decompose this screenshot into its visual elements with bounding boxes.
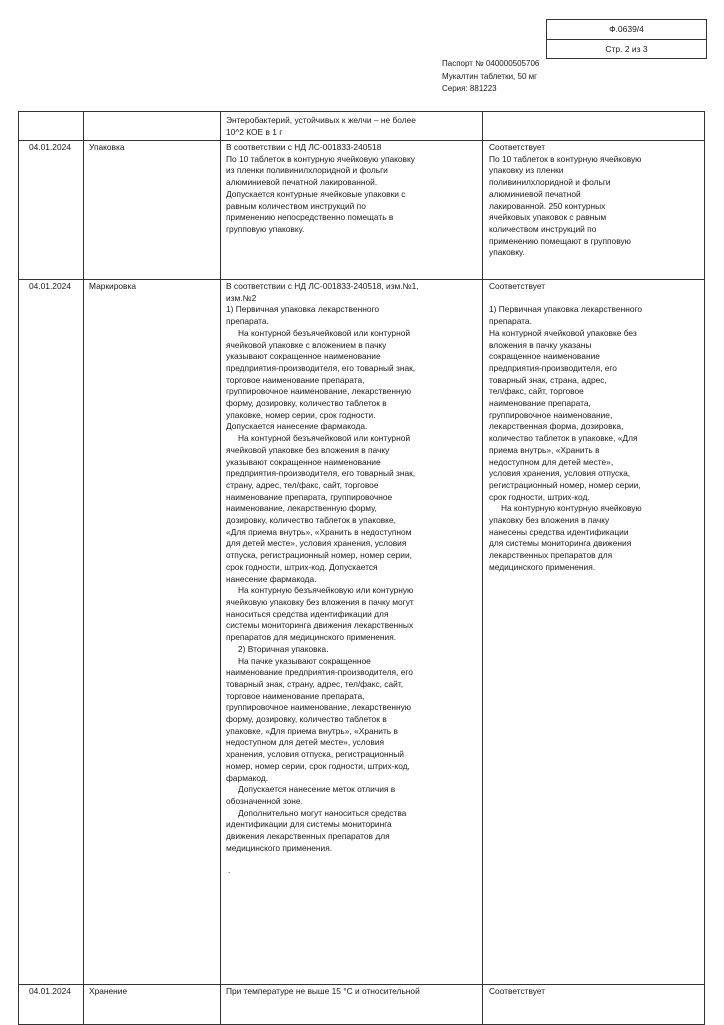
requirement-line: «Для приема внутрь», «Хранить в недоступном: [226, 526, 412, 537]
result-line: вложения в пачку указаны: [489, 339, 592, 350]
requirement-line: В соответствии с НД ЛС-001833-240518, изм.№1,: [226, 281, 419, 291]
result-line: наименование препарата,: [489, 398, 591, 409]
requirement-line: групповую упаковку.: [226, 223, 305, 234]
result-cell: [483, 112, 705, 141]
requirement-line: На контурной безъячейковой или контурной: [238, 433, 411, 444]
product-name: Мукалтин таблетки, 50 мг: [442, 71, 538, 81]
requirement-line: препарата.: [226, 316, 269, 327]
result-line: количество таблеток в упаковке, «Для: [489, 433, 638, 444]
form-code-box: [546, 19, 707, 59]
requirement-line: ячейковую упаковку без вложения в пачку могут: [226, 596, 414, 607]
passport-header: [442, 58, 539, 96]
result-line: тел/факс, сайт, торговое: [489, 386, 584, 397]
requirement-line: срок годности, штрих-код. Допускается: [226, 561, 378, 572]
table-row: [19, 985, 705, 1025]
requirement-line: группировочное наименование, лекарственную: [226, 702, 412, 713]
requirement-line: ячейковой упаковке с вложением в пачку: [226, 339, 387, 350]
result-line: лекарственных препаратов для: [489, 550, 613, 561]
result-line: ячейковых упаковок с равным: [489, 212, 607, 223]
result-line: На контурной ячейковой упаковке без: [489, 327, 637, 338]
result-cell: [483, 141, 705, 280]
result-line: приема внутрь», «Хранить в: [489, 444, 600, 455]
result-line: препарата.: [489, 316, 532, 327]
requirement-line: торговое наименование препарата,: [226, 690, 365, 701]
requirement-line: указывают сокращенное наименование: [226, 456, 381, 467]
requirement-line: При температуре не выше 15 °С и относительной: [226, 986, 420, 996]
requirement-line: номер, номер серии, срок годности, штрих-код,: [226, 760, 410, 771]
result-line: группировочное наименование,: [489, 409, 613, 420]
requirement-line: хранения, условия отпуска, регистрационный: [226, 749, 404, 760]
requirement-line: Допускается нанесение фармакода.: [226, 421, 368, 432]
requirement-line: для детей месте», условия хранения, условия: [226, 538, 407, 549]
result-line: количеством инструкций по: [489, 223, 597, 234]
parameter-cell: Хранение: [84, 985, 221, 1025]
table-row: [19, 280, 705, 985]
form-code: Ф.0639/4: [609, 24, 644, 34]
requirement-line: 10^2 КОЕ в 1 г: [226, 126, 283, 137]
requirement-line: упаковке, «Для приема внутрь», «Хранить в: [226, 725, 398, 736]
requirement-line: дозировку, количество таблеток в упаковке,: [226, 515, 396, 526]
requirement-line: нанесение фармакода.: [226, 573, 317, 584]
result-line: Соответствует: [489, 986, 546, 996]
requirement-line: страну, адрес, тел/факс, сайт, торговое: [226, 479, 379, 490]
requirement-line: предприятия-производителя, его товарный знак,: [226, 362, 416, 373]
result-line: Соответствует: [489, 142, 546, 152]
result-line: упаковку.: [489, 247, 525, 258]
requirement-line: По 10 таблеток в контурную ячейковую упаковку: [226, 153, 415, 164]
requirement-line: предприятия-производителя, его товарный знак,: [226, 468, 416, 479]
quality-table: [18, 111, 705, 1025]
passport-number: Паспорт № 040000505706: [442, 59, 540, 68]
requirement-cell: [221, 985, 483, 1025]
result-line: условия хранения, условия отпуска,: [489, 468, 631, 479]
requirement-line: На контурной безъячейковой или контурной: [238, 327, 411, 338]
requirement-line: группировочное наименование, лекарственную: [226, 386, 412, 397]
requirement-line: ячейковой упаковке без вложения в пачку: [226, 444, 390, 455]
result-line: предприятия-производителя, его: [489, 362, 617, 373]
result-line: лекарственная форма, дозировка,: [489, 421, 624, 432]
requirement-line: движения лекарственных препаратов для: [226, 831, 390, 842]
result-line: 1) Первичная упаковка лекарственного: [489, 304, 643, 315]
requirement-line: 2) Вторичная упаковка.: [238, 643, 329, 654]
result-line: для системы мониторинга движения: [489, 538, 632, 549]
requirement-line: Допускается нанесение меток отличия в: [238, 784, 396, 795]
requirement-line: наименование препарата, группировочное: [226, 491, 393, 502]
requirement-line: алюминиевой печатной лакированной.: [226, 177, 378, 188]
requirement-line: Допускается контурные ячейковые упаковки с: [226, 188, 406, 199]
result-line: По 10 таблеток в контурную ячейковую: [489, 153, 642, 164]
requirement-line: наименование, лекарственную форму,: [226, 503, 377, 514]
result-line: алюминиевой печатной: [489, 188, 581, 199]
date-cell: 04.01.2024: [19, 141, 84, 280]
result-line: Соответствует: [489, 281, 546, 291]
series-number: Серия: 881223: [442, 84, 497, 93]
table-row: [19, 112, 705, 141]
requirement-line: упаковке, номер серии, срок годности.: [226, 409, 376, 420]
result-line: медицинского применения.: [489, 561, 596, 572]
requirement-line: равным количеством инструкций по: [226, 200, 366, 211]
parameter-cell: [84, 112, 221, 141]
requirement-line: системы мониторинга движения лекарственных: [226, 620, 414, 631]
result-line: сокращенное наименование: [489, 351, 600, 362]
requirement-line: недоступном для детей месте», условия: [226, 737, 385, 748]
date-cell: 04.01.2024: [19, 985, 84, 1025]
requirement-line: медицинского применения.: [226, 842, 333, 853]
requirement-cell: [221, 280, 483, 985]
spacer: [226, 854, 477, 866]
page-number: Стр. 2 из 3: [547, 39, 706, 59]
requirement-line: торговое наименование препарата,: [226, 374, 365, 385]
result-line: упаковку из пленки: [489, 165, 564, 176]
requirement-line: Дополнительно могут наноситься средства: [238, 807, 407, 818]
requirement-line: препаратов для медицинского применения.: [226, 632, 397, 643]
requirement-cell: [221, 141, 483, 280]
result-line: упаковку без вложения в пачку: [489, 515, 610, 526]
date-cell: [19, 112, 84, 141]
requirement-line: 1) Первичная упаковка лекарственного: [226, 304, 380, 315]
requirement-line: изм.№2: [226, 292, 257, 303]
result-line: лакированной. 250 контурных: [489, 200, 606, 211]
result-line: недоступном для детей месте»,: [489, 456, 614, 467]
requirement-line: идентификации для системы мониторинга: [226, 819, 392, 830]
result-line: срок годности, штрих-код.: [489, 491, 590, 502]
parameter-cell: Маркировка: [84, 280, 221, 985]
requirement-line: указывают сокращенное наименование: [226, 351, 381, 362]
result-line: регистрационный номер, номер серии,: [489, 479, 641, 490]
requirement-line: отпуска, регистрационный номер, номер серии,: [226, 550, 412, 561]
table-row: [19, 141, 705, 280]
requirement-cell: [221, 112, 483, 141]
requirement-line: форму, дозировку, количество таблеток в: [226, 714, 387, 725]
date-cell: 04.01.2024: [19, 280, 84, 985]
result-line: нанесены средства идентификации: [489, 526, 629, 537]
requirement-line: Энтеробактерий, устойчивых к желчи – не более: [226, 115, 416, 125]
requirement-line: наименование предприятия-производителя, его: [226, 667, 413, 678]
requirement-line: товарный знак, страну, адрес, тел/факс, сайт,: [226, 678, 404, 689]
result-cell: [483, 280, 705, 985]
requirement-line: обозначенной зоне.: [226, 795, 303, 806]
result-line: применению помещают в групповую: [489, 235, 631, 246]
requirement-line: наноситься средства идентификации для: [226, 608, 389, 619]
result-line: товарный знак, страна, адрес,: [489, 374, 607, 385]
result-line: [489, 293, 699, 305]
trailing-mark: .: [228, 865, 231, 876]
requirement-line: В соответствии с НД ЛС-001833-240518: [226, 142, 382, 152]
parameter-cell: Упаковка: [84, 141, 221, 280]
requirement-line: форму, дозировку, количество таблеток в: [226, 398, 387, 409]
result-line: На контурную контурную ячейковую: [501, 503, 642, 514]
requirement-line: На пачке указывают сокращенное: [238, 655, 371, 666]
result-line: поливинилхлоридной и фольги: [489, 177, 611, 188]
requirement-line: из пленки поливинилхлоридной и фольги: [226, 165, 388, 176]
requirement-line: применению непосредственно помещать в: [226, 212, 394, 223]
requirement-line: На контурную безъячейковую или контурную: [238, 585, 414, 596]
result-cell: [483, 985, 705, 1025]
requirement-line: фармакод.: [226, 772, 269, 783]
